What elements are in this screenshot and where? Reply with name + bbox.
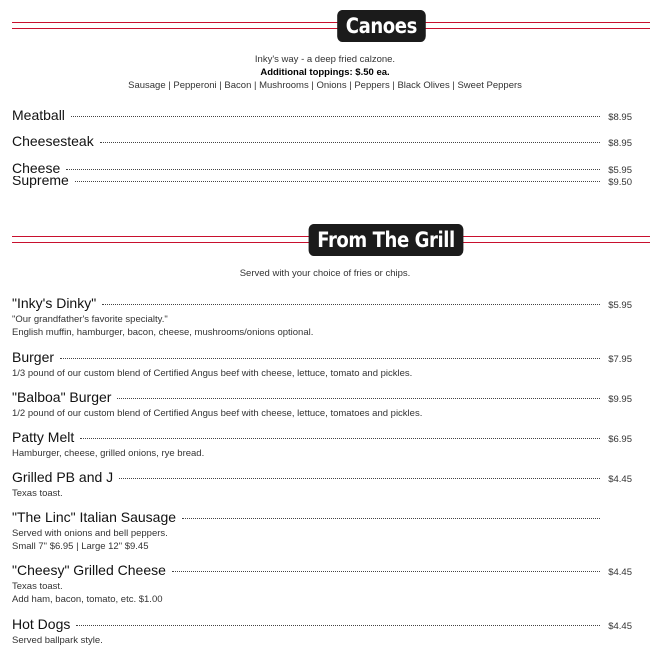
item-name: "The Linc" Italian Sausage xyxy=(12,509,177,525)
item-price: $4.45 xyxy=(608,474,632,485)
menu-item xyxy=(12,389,632,420)
section-title-grill: From The Grill xyxy=(309,224,464,256)
item-price: $4.45 xyxy=(608,621,632,632)
item-name: Cheese xyxy=(12,160,61,176)
canoes-intro-line2: Additional toppings: $.50 ea. xyxy=(260,67,390,78)
item-name: Burger xyxy=(12,349,55,365)
item-description: Add ham, bacon, tomato, etc. $1.00 xyxy=(12,594,163,605)
item-price: $8.95 xyxy=(608,138,632,149)
menu-item xyxy=(12,616,632,647)
item-description: Served ballpark style. xyxy=(12,635,103,646)
grill-intro: Served with your choice of fries or chips. xyxy=(239,268,411,279)
section-title-canoes: Canoes xyxy=(337,10,425,42)
leader-dots xyxy=(117,398,600,399)
item-price: $5.95 xyxy=(608,165,632,176)
leader-dots xyxy=(71,116,600,117)
menu-item xyxy=(12,429,632,460)
item-price: $9.95 xyxy=(608,394,632,405)
item-description: Texas toast. xyxy=(12,488,63,499)
menu-item xyxy=(12,509,632,553)
item-description: "Our grandfather's favorite specialty." xyxy=(12,314,168,325)
leader-dots xyxy=(60,358,600,359)
item-name: Cheesesteak xyxy=(12,133,94,149)
item-name: Grilled PB and J xyxy=(12,469,114,485)
menu-item xyxy=(12,295,632,339)
item-price: $8.95 xyxy=(608,112,632,123)
item-name: Meatball xyxy=(12,107,65,123)
leader-dots xyxy=(119,478,600,479)
grill-header xyxy=(12,224,650,256)
menu-item xyxy=(12,107,632,125)
leader-dots xyxy=(100,142,600,143)
item-name: Supreme xyxy=(12,176,69,188)
item-description: Small 7" $6.95 | Large 12" $9.45 xyxy=(12,541,149,552)
leader-dots xyxy=(80,438,600,439)
leader-dots xyxy=(102,304,600,305)
item-name: Patty Melt xyxy=(12,429,75,445)
leader-dots xyxy=(182,518,600,519)
canoes-header xyxy=(12,10,650,42)
item-description: 1/3 pound of our custom blend of Certified Angus beef with cheese, lettuce, tomato and pickles. xyxy=(12,368,413,379)
item-description: Texas toast. xyxy=(12,581,63,592)
item-description: English muffin, hamburger, bacon, cheese, mushrooms/onions optional. xyxy=(12,327,314,338)
item-name: Hot Dogs xyxy=(12,616,71,632)
item-name: "Cheesy" Grilled Cheese xyxy=(12,562,166,578)
leader-dots xyxy=(172,571,600,572)
leader-dots xyxy=(76,625,600,626)
menu-item xyxy=(12,176,632,190)
menu-item xyxy=(12,349,632,380)
item-description: Hamburger, cheese, grilled onions, rye bread. xyxy=(12,448,205,459)
menu-item xyxy=(12,133,632,151)
item-price: $4.45 xyxy=(608,567,632,578)
leader-dots xyxy=(66,169,600,170)
menu-item xyxy=(12,562,632,606)
canoes-toppings: Sausage | Pepperoni | Bacon | Mushrooms | Onions | Peppers | Black Olives | Sweet Peppers xyxy=(128,80,522,91)
item-name: "Inky's Dinky" xyxy=(12,295,97,311)
item-price: $5.95 xyxy=(608,300,632,311)
canoes-intro xyxy=(0,54,650,93)
canoes-intro-line1: Inky's way - a deep fried calzone. xyxy=(254,54,396,65)
item-name: "Balboa" Burger xyxy=(12,389,112,405)
header-rule xyxy=(12,22,650,29)
item-description: 1/2 pound of our custom blend of Certified Angus beef with cheese, lettuce, tomatoes and pickles. xyxy=(12,408,423,419)
menu-item xyxy=(12,469,632,500)
item-price: $7.95 xyxy=(608,354,632,365)
leader-dots xyxy=(75,181,600,182)
item-description: Served with onions and bell peppers. xyxy=(12,528,168,539)
item-price: $6.95 xyxy=(608,434,632,445)
item-price: $9.50 xyxy=(608,177,632,188)
